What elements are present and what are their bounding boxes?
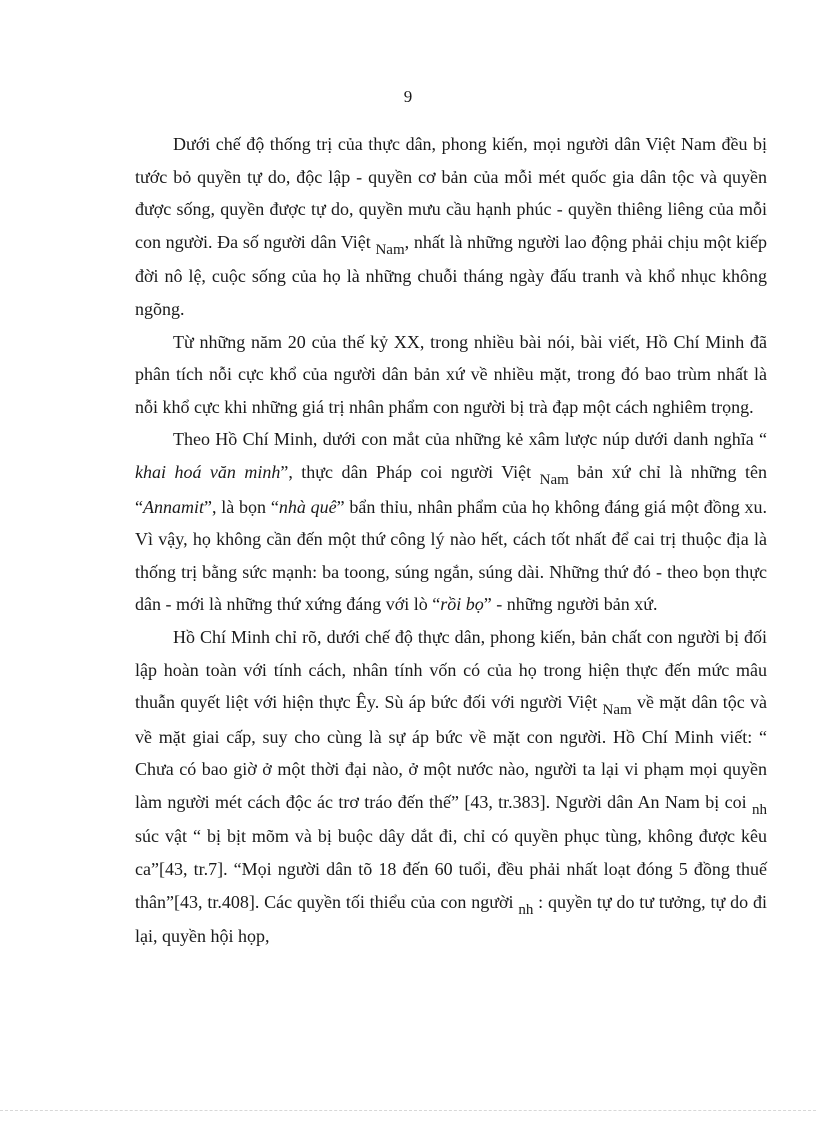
subscript-run: nh bbox=[518, 901, 534, 918]
italic-run: nhà quê bbox=[278, 496, 337, 517]
text-run: : quyền tự do tư tưởng, tự do đi lại, quyền hội họp, bbox=[135, 891, 767, 947]
text-run: Từ những năm 20 của thế kỷ XX, trong nhiều bài nói, bài viết, Hồ Chí Minh đã phân tích nỗi cực khổ của người dân bản xứ về nhiều mặt, trong đó bao trùm nhất là nỗi khổ cực khi những giá trị nhân phẩm con người bị trà đạp một cách nghiêm trọng. bbox=[135, 331, 767, 417]
text-run: Dưới chế độ thống trị của thực dân, phong kiến, mọi người dân Việt Nam đều bị tước bỏ quyền tự do, độc lập - quyền cơ bản của mỗi mét quốc gia dân tộc và quyền được sống, quyền được tự do, quyền mưu cầu hạnh phúc - quyền thiêng liêng của mỗi con người. Đa số người dân Việt bbox=[135, 134, 767, 252]
subscript-run: nh bbox=[752, 801, 767, 818]
text-run: , nhất là những người lao động phải chịu một kiếp đời nô lệ, cuộc sống của họ là những chuỗi tháng ngày đấu tranh và khổ nhục không ngõng. bbox=[135, 231, 768, 319]
text-run: ” - những người bản xứ. bbox=[483, 594, 658, 615]
paragraph-3 bbox=[135, 423, 767, 621]
italic-run: Annamit bbox=[143, 496, 204, 517]
text-run: súc vật “ bị bịt mõm và bị buộc dây dắt đi, chỉ có quyền phục tùng, không được kêu ca”[43, tr.7]. “Mọi người dân tõ 18 đến 60 tuổi, đều phải nhất loạt đóng 5 đồng thuế thân”[43, tr.408]. Các quyền tối thiểu của con người bbox=[135, 826, 767, 912]
text-run: ”, thực dân Pháp coi người Việt bbox=[280, 461, 540, 482]
paragraph-4 bbox=[135, 621, 767, 953]
subscript-run: Nam bbox=[375, 241, 405, 258]
paragraph-2 bbox=[135, 326, 767, 424]
subscript-run: Nam bbox=[539, 471, 569, 488]
text-run: Theo Hồ Chí Minh, dưới con mắt của những kẻ xâm lược núp dưới danh nghĩa “ bbox=[173, 429, 767, 450]
text-run: Hồ Chí Minh chỉ rõ, dưới chế độ thực dân, phong kiến, bản chất con người bị đối lập hoàn toàn với tính cách, nhân tính vốn có của họ trong hiện thực đến mức mâu thuẫn quyết liệt với hiện thực Êy. Sù áp bức đối với người Việt bbox=[135, 626, 767, 713]
italic-run: rồi bọ bbox=[440, 594, 484, 615]
text-run: ” bẩn thỉu, nhân phẩm của họ không đáng giá một đồng xu. Vì vậy, họ không cần đến một thứ công lý nào hết, cách tốt nhất để cai trị thuộc địa là thống trị bằng sức mạnh: ba toong, súng ngắn, súng dài. Những thứ đó - theo bọn thực dân - mới là những thứ xứng đáng với lò “ bbox=[135, 496, 768, 615]
text-run: về mặt dân tộc và về mặt giai cấp, suy cho cùng là sự áp bức về mặt con người. Hồ Chí Minh viết: “ Chưa có bao giờ ở một thời đại nào, ở một nước nào, người ta lại vi phạm mọi quyền làm người mét cách độc ác trơ tráo đến thế” [43, tr.383]. Người dân An Nam bị coi bbox=[135, 692, 768, 812]
text-run: bản xứ chỉ là những tên “ bbox=[135, 461, 767, 517]
page-edge-divider bbox=[0, 1110, 816, 1111]
subscript-run: Nam bbox=[602, 702, 632, 719]
italic-run: khai hoá văn minh bbox=[135, 461, 281, 482]
text-run: ”, là bọn “ bbox=[204, 496, 279, 517]
paragraph-1 bbox=[135, 128, 767, 326]
page-number: 9 bbox=[403, 87, 413, 106]
body-text bbox=[135, 128, 767, 953]
